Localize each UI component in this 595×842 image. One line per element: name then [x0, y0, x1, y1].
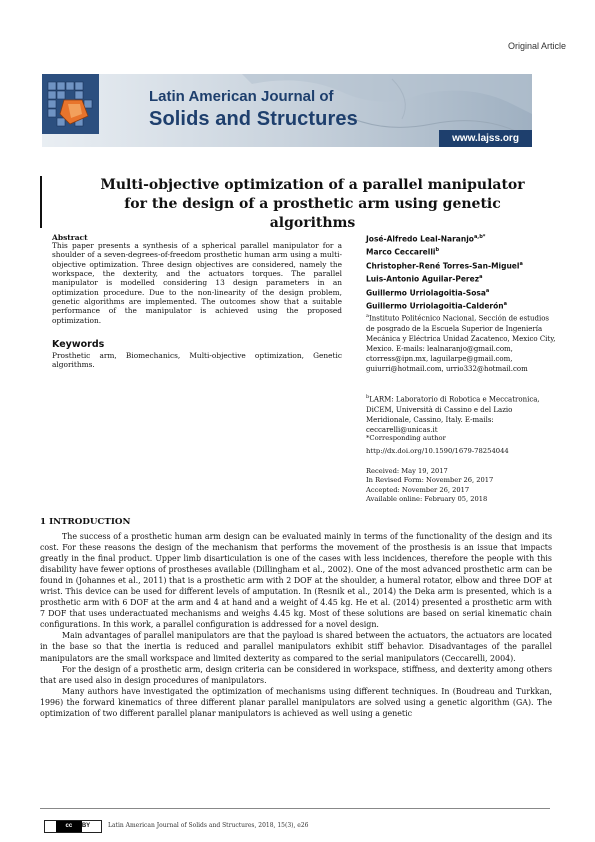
- author-name: Guillermo Urriolagoitia-Sosa$^a$: [366, 287, 490, 298]
- author-name: Guillermo Urriolagoitia-Calderón$^a$: [366, 301, 507, 311]
- date-online: Available online: February 05, 2018: [366, 494, 488, 503]
- abstract-heading: Abstract: [52, 233, 88, 242]
- affiliation-a: $^a$Instituto Politécnico Nacional, Sección de estudios de posgrado de la Escuela Superior de Ingeniería Mecánica y Eléctrica Unidad Zacatenco, Mexico City, Mexico. E-mails: lealnaranjo@gmail.com, ctorress@ipn.mx, laguilarpe@gmail.com, guiurri@hotmail.com, urrio332@hotmail.com: [366, 313, 556, 374]
- affiliation-b: $^b$LARM: Laboratorio di Robotica e Meccatronica, DiCEM, Università di Cassino e del Lazio Meridionale, Cassino, Italy. E-mails: ceccarelli@unicas.it: [366, 394, 540, 434]
- keywords-heading: Keywords: [52, 339, 105, 350]
- date-revised: In Revised Form: November 26, 2017: [366, 476, 494, 485]
- abstract-text: This paper presents a synthesis of a spherical parallel manipulator for a shoulder of a seven-degrees-of-freedom prosthetic human arm using a multi-objective optimization. Three design objectives are considered, namely the workspace, the dexterity, and the actuators torques. The parallel manipulator is modelled considering 13 design parameters in an optimization procedure. Due to the non-linearity of the design problem, genetic algorithms are implemented. The outcomes show that a suitable performance of the manipulator is achieved using the proposed optimization.: [52, 241, 342, 325]
- journal-logo-icon: [42, 74, 99, 134]
- introduction-body: [40, 531, 552, 719]
- paragraph: Many authors have investigated the optimization of mechanisms using different techniques. In (Boudreau and Turkkan, 1996) the forward kinematics of three different planar parallel manipulators are solved using a genetic algorithm (GA). The optimization of two different parallel planar manipulators is achieved as well using a genetic: [40, 686, 552, 718]
- footer-divider: [40, 808, 550, 809]
- footer-citation: Latin American Journal of Solids and Structures, 2018, 15(3), e26: [108, 822, 309, 829]
- date-received: Received: May 19, 2017: [366, 467, 448, 475]
- title-accent-bar: [40, 176, 42, 228]
- cc-license-badge[interactable]: cc BY: [44, 820, 102, 833]
- journal-name-line2: Solids and Structures: [149, 108, 358, 130]
- paper-title: Multi-objective optimization of a parallel manipulator for the design of a prosthetic arm using genetic algorithms: [100, 177, 525, 231]
- keywords-text: Prosthetic arm, Biomechanics, Multi-objective optimization, Genetic algorithms.: [52, 351, 342, 370]
- journal-name-line1: Latin American Journal of: [149, 88, 334, 105]
- author-name: Luis-Antonio Aguilar-Perez$^a$: [366, 274, 483, 284]
- author-name: Christopher-René Torres-San-Miguel$^a$: [366, 260, 523, 271]
- corresponding-author-note: *Corresponding author: [366, 434, 446, 442]
- journal-banner: [42, 74, 532, 147]
- paragraph: Main advantages of parallel manipulators are that the payload is shared between the actuators, the actuators are located in the base so that the inertia is reduced and parallel manipulators exhibit stiff behavior. Disadvantages of the parallel manipulators are the small workspace and limited dexterity as compared to the serial manipulators (Ceccarelli, 2004).: [40, 631, 552, 663]
- author-name: Marco Ceccarelli$^b$: [366, 247, 440, 257]
- article-dates: [366, 467, 566, 504]
- paragraph: The success of a prosthetic human arm design can be evaluated mainly in terms of the functionality of the design and its cost. For these reasons the design of the mechanism that performs the movement of the prosthesis is an issue that impacts greatly in the final product. Upper limb disarticulation is one of the cases with less incidences, therefore the people with this disability have fewer options of prostheses available (Dillingham et al., 2002). One of the most advanced prosthetic arm can be found in (Johannes et al., 2011) that is a prosthetic arm with 2 DOF at the shoulder, a humeral rotator, elbow and three DOF at wrist. This device can be used for different levels of amputation. In (Resnik et al., 2014) the Deka arm is presented, which is a prosthetic arm with 6 DOF at the arm and 4 at hand and a weight of 4.45 kg. He et al. (2014) presented a prosthetic arm with 7 DOF that uses underactuated mechanisms and weighs 4.45 kg. Most of these solutions are based on serial kinematic chain configurations. In this work, a parallel configuration is addressed for a novel design.: [40, 532, 552, 630]
- author-name: José-Alfredo Leal-Naranjo$^{a,b*}$: [366, 234, 486, 244]
- section-heading: 1 INTRODUCTION: [40, 517, 131, 527]
- author-list: [366, 232, 566, 312]
- doi-link[interactable]: http://dx.doi.org/10.1590/1679-78254044: [366, 447, 509, 455]
- date-accepted: Accepted: November 26, 2017: [366, 485, 470, 494]
- journal-url[interactable]: www.lajss.org: [439, 130, 532, 147]
- paragraph: For the design of a prosthetic arm, design criteria can be considered in workspace, stiffness, and dexterity among others that are used also in design procedures of manipulators.: [40, 664, 552, 685]
- article-type-label: Original Article: [507, 41, 566, 51]
